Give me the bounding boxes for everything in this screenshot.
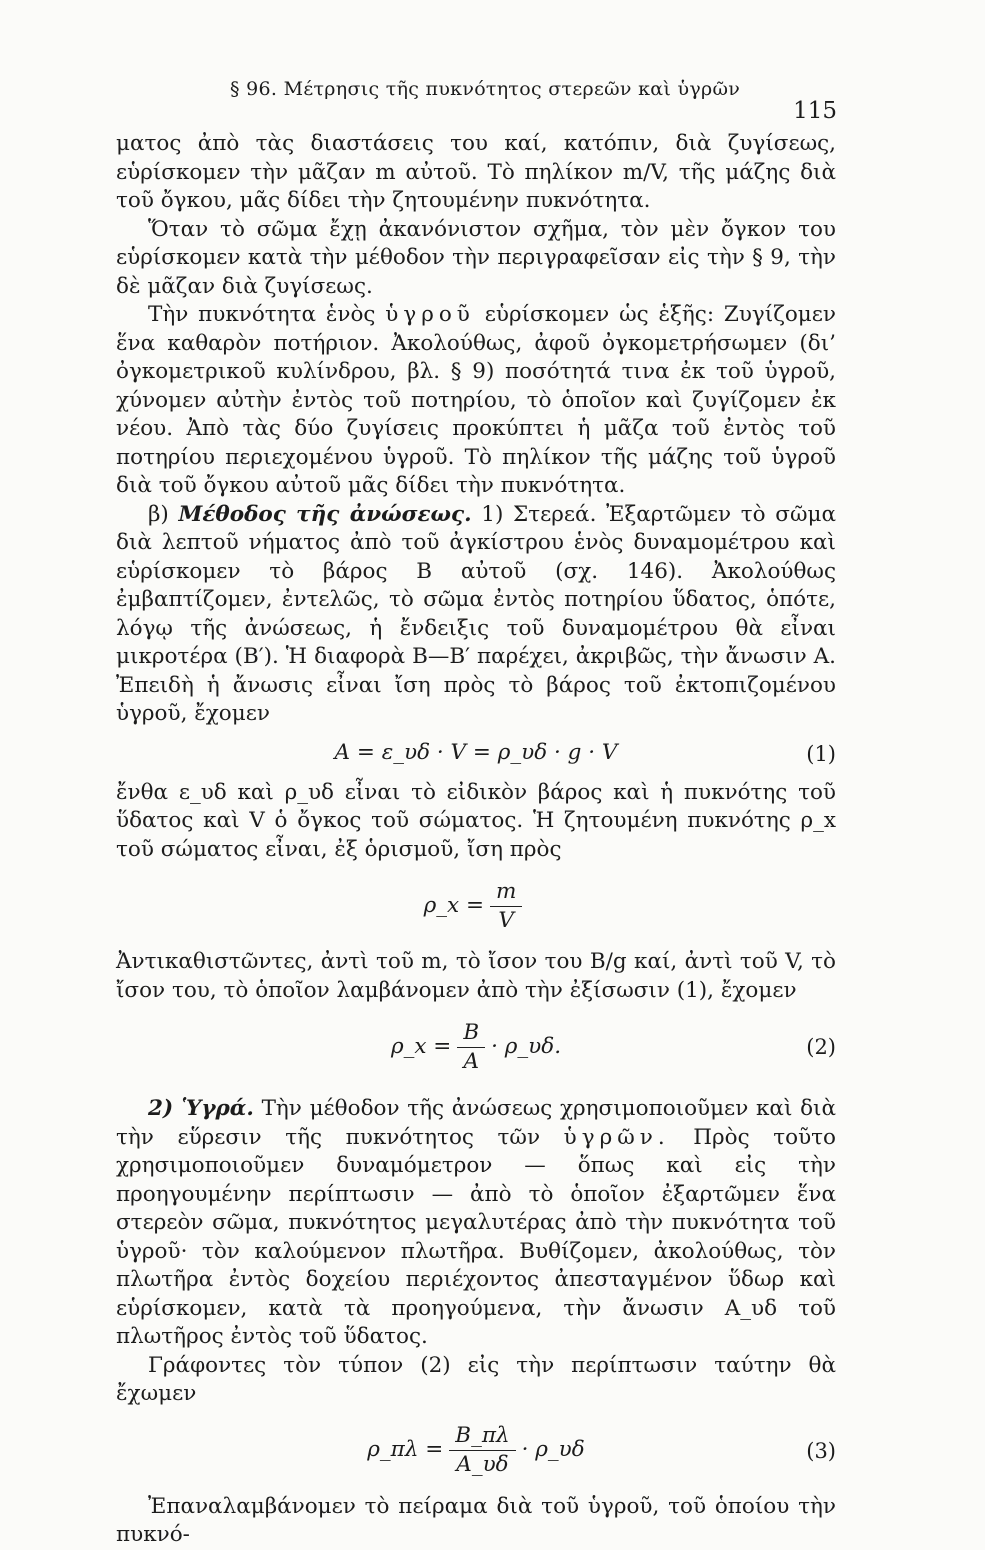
paragraph-repeat-experiment: Ἐπαναλαμβάνομεν τὸ πείραμα διὰ τοῦ ὑγροῦ, τοῦ ὁποίου τὴν πυκνό- (116, 1493, 836, 1547)
equation-number: (1) (806, 741, 836, 766)
equation-number: (2) (806, 1034, 836, 1059)
equation-number: (3) (806, 1438, 836, 1463)
page-number: 115 (793, 98, 837, 124)
paragraph-irregular-body: Ὅταν τὸ σῶμα ἔχῃ ἀκανόνιστον σχῆμα, τὸν μὲν ὄγκον του εὑρίσκομεν κατὰ τὴν μέθοδον τὴν περιγραφεῖσαν εἰς τὴν § 9, τὴν δὲ μᾶζαν διὰ ζυγίσεως. (116, 216, 836, 299)
paragraph-formula-intro: Γράφοντες τὸν τύπον (2) εἰς τὴν περίπτωσιν ταύτην θὰ ἔχωμεν (116, 1352, 836, 1406)
fraction: $\frac{m}{V}$ (490, 879, 522, 934)
subsection-liquids: 2) Ὑγρά. (148, 1096, 254, 1121)
running-header: § 96. Μέτρησις τῆς πυκνότητος στερεῶν καὶ ὑγρῶν (230, 78, 741, 100)
equation-1: A = ε_υδ · V = ρ_υδ · g · V (1) (116, 735, 836, 773)
spaced-emphasis: ὑγρῶν. (563, 1124, 670, 1150)
paragraph-buoyancy-method: β) Μέθοδος τῆς ἀνώσεως. 1) Στερεά. Ἐξαρτῶμεν τὸ σῶμα διὰ λεπτοῦ νήματος ἀπὸ τοῦ ἀγκίστρου ἑνὸς δυναμομέτρου καὶ εὑρίσκομεν τὸ βάρος B αὐτοῦ (σχ. 146). Ἀκολούθως ἐμβαπτίζομεν, ἐντελῶς, τὸ σῶμα ἐντὸς ποτηρίου ὕδατος, ὁπότε, λόγῳ τῆς ἀνώσεως, ἡ ἔνδειξις τοῦ δυναμομέτρου θὰ εἶναι μικροτέρα (B′). Ἡ διαφορὰ B—B′ παρέχει, ἀκριβῶς, τὴν ἄνωσιν A. Ἐπειδὴ ἡ ἄνωσις εἶναι ἴση πρὸς τὸ βάρος τοῦ ἐκτοπιζομένου ὑγροῦ, ἔχομεν (116, 501, 836, 726)
fraction: $\frac{B\_\pi\lambda}{A\_\upsilon\delta}$ (449, 1423, 515, 1478)
paragraph-definitions: ἔνθα ε_υδ καὶ ρ_υδ εἶναι τὸ εἰδικὸν βάρος καὶ ἡ πυκνότης τοῦ ὕδατος καὶ V ὁ ὄγκος τοῦ σώματος. Ἡ ζητουμένη πυκνότης ρ_x τοῦ σώματος εἶναι, ἐξ ὁρισμοῦ, ἴση πρὸς (116, 779, 836, 862)
paragraph-liquid-density: Τὴν πυκνότητα ἑνὸς ὑγροῦ εὑρίσκομεν ὡς ἑξῆς: Ζυγίζομεν ἕνα καθαρὸν ποτήριον. Ἀκολούθως, ἀφοῦ ὀγκομετρήσωμεν (δι’ ὀγκομετρικοῦ κυλίνδρου, βλ. § 9) ποσότητά τινα ἐκ τοῦ ὑγροῦ, χύνομεν αὐτὴν ἐντὸς τοῦ ποτηρίου, τὸ ὁποῖον καὶ ζυγίζομεν ἐκ νέου. Ἀπὸ τὰς δύο ζυγίσεις προκύπτει ἡ μᾶζα τοῦ ἐντὸς τοῦ ποτηρίου περιεχομένου ὑγροῦ. Τὸ πηλίκον τῆς μάζης τοῦ ὑγροῦ διὰ τοῦ ὄγκου αὐτοῦ μᾶς δίδει τὴν πυκνότητα. (116, 302, 836, 498)
section-heading: Μέθοδος τῆς ἀνώσεως. (178, 501, 472, 527)
paragraph-continuation: ματος ἀπὸ τὰς διαστάσεις του καί, κατόπιν, διὰ ζυγίσεως, εὑρίσκομεν τὴν μᾶζαν m αὐτοῦ. Τὸ πηλίκον m/V, τῆς μάζης διὰ τοῦ ὄγκου, μᾶς δίδει τὴν ζητουμένην πυκνότητα. (116, 131, 836, 213)
paragraph-substitution: Ἀντικαθιστῶντες, ἀντὶ τοῦ m, τὸ ἴσον του B/g καί, ἀντὶ τοῦ V, τὸ ἴσον του, τὸ ὁποῖον λαμβάνομεν ἀπὸ τὴν ἐξίσωσιν (1), ἔχομεν (116, 949, 836, 1003)
spaced-emphasis: ὑγροῦ (385, 302, 475, 327)
fraction: $\frac{B}{A}$ (457, 1020, 485, 1075)
paragraph-liquids: 2) Ὑγρά. Τὴν μέθοδον τῆς ἀνώσεως χρησιμοποιοῦμεν καὶ διὰ τὴν εὕρεσιν τῆς πυκνότητος τῶν ὑγρῶν. Πρὸς τοῦτο χρησιμοποιοῦμεν δυναμόμετρον — ὅπως καὶ εἰς τὴν προηγουμένην περίπτωσιν — ἀπὸ τὸ ὁποῖον ἐξαρτῶμεν ἕνα στερεὸν σῶμα, πυκνότητος μεγαλυτέρας ἀπὸ τὴν πυκνότητα τοῦ ὑγροῦ· τὸν καλούμενον πλωτῆρα. Βυθίζομεν, ἀκολούθως, τὸν πλωτῆρα ἐντὸς δοχείου περιέχοντος ἀπεσταγμένον ὕδωρ καὶ εὑρίσκομεν, κατὰ τὰ προηγούμενα, τὴν ἄνωσιν A_υδ τοῦ πλωτῆρος ἐντὸς τοῦ ὕδατος. (116, 1096, 836, 1349)
subsection-solids: 1) Στερεά. (481, 501, 597, 527)
equation-2: ρ_x = $\frac{B}{A}$ · ρ_υδ. (2) (390, 1019, 836, 1074)
equation-3: ρ_πλ = $\frac{B\_\pi\lambda}{A\_\upsilon\delta}$ · ρ_υδ (3) (367, 1423, 836, 1477)
equation-density-definition: ρ_x = $\frac{m}{V}$ (116, 868, 836, 944)
page-body (116, 130, 836, 1550)
